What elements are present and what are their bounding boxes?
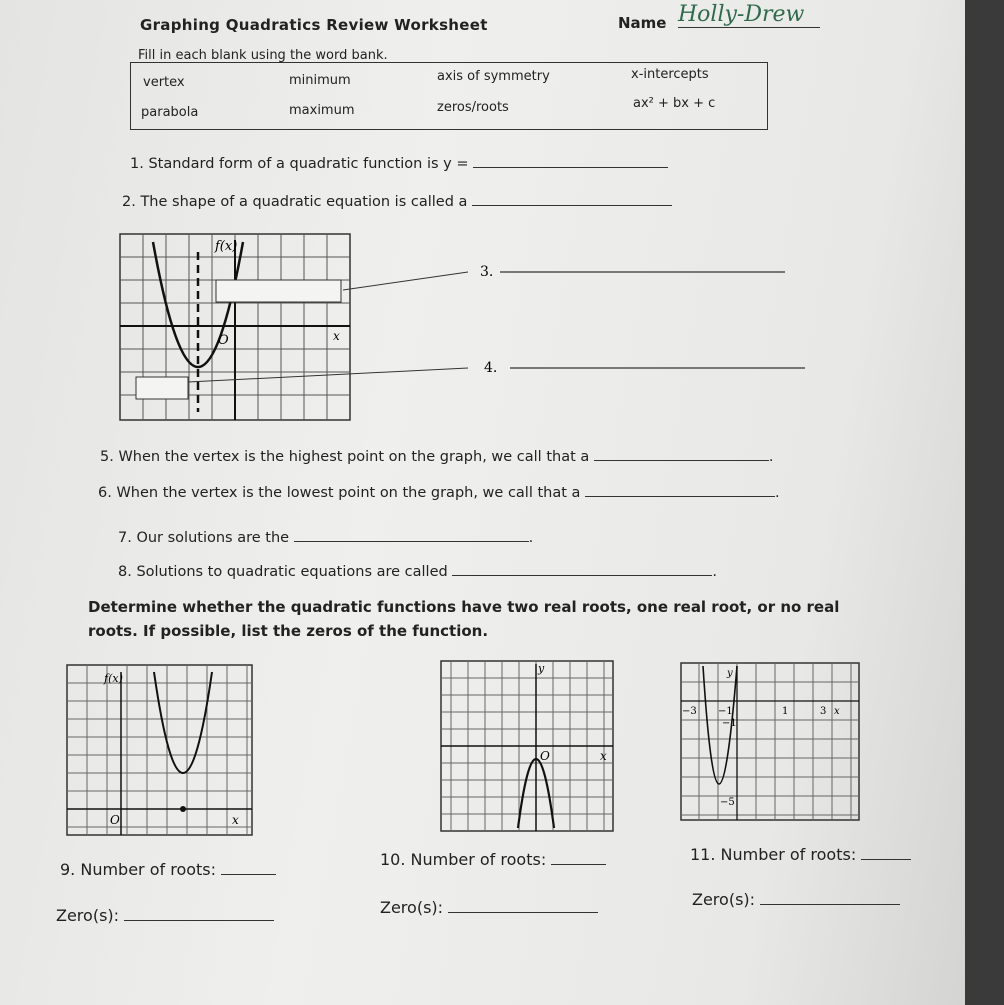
question-8: 8. Solutions to quadratic equations are called . xyxy=(118,564,717,580)
graph11-tick-3: 3 xyxy=(820,706,827,717)
word-x-intercepts: x-intercepts xyxy=(631,67,709,82)
q10-text: 10. Number of roots: xyxy=(380,850,547,869)
word-bank xyxy=(130,62,768,130)
graph11-tick-neg3: −3 xyxy=(682,706,697,717)
word-maximum: maximum xyxy=(289,103,355,118)
graph9-origin: O xyxy=(110,813,120,827)
graph11-y-label: y xyxy=(727,668,733,679)
zeros10-text: Zero(s): xyxy=(380,898,444,917)
question-2 xyxy=(122,194,672,210)
word-axis-of-symmetry: axis of symmetry xyxy=(437,69,550,84)
q5-text: 5. When the vertex is the highest point on the graph, we call that a xyxy=(100,449,590,465)
graph-11 xyxy=(680,662,860,822)
q9-text: 9. Number of roots: xyxy=(60,860,217,879)
word-vertex: vertex xyxy=(143,75,185,90)
q1-blank[interactable] xyxy=(473,167,668,168)
graph11-tick-neg5: −5 xyxy=(720,797,735,808)
answer-9-roots xyxy=(60,860,276,879)
origin-label: O xyxy=(218,333,229,348)
name-handwritten: Holly-Drew xyxy=(678,2,820,28)
fx-label: f(x) xyxy=(215,239,238,254)
question-5: 5. When the vertex is the highest point on the graph, we call that a . xyxy=(100,449,774,465)
graph-9 xyxy=(66,664,254,836)
q3-label: 3. xyxy=(480,264,494,280)
q6-blank[interactable] xyxy=(585,496,775,497)
graph10-origin: O xyxy=(540,749,550,763)
graph9-fx-label: f(x) xyxy=(104,672,123,685)
word-zeros-roots: zeros/roots xyxy=(437,100,509,115)
name-label: Name xyxy=(618,14,667,32)
answer-10-zeros xyxy=(380,898,598,917)
q8-text: 8. Solutions to quadratic equations are called xyxy=(118,564,448,580)
zeros9-blank[interactable] xyxy=(124,920,274,921)
word-minimum: minimum xyxy=(289,73,351,88)
worksheet-title: Graphing Quadratics Review Worksheet xyxy=(140,16,488,34)
answer-11-roots xyxy=(690,845,911,864)
q4-label: 4. xyxy=(484,360,498,376)
section-2-instructions: Determine whether the quadratic functions have two real roots, one real root, or no real roots. If possible, list the zeros of the function. xyxy=(88,598,840,640)
graph10-x-label: x xyxy=(600,749,607,763)
q5-blank[interactable] xyxy=(594,460,769,461)
q6-text: 6. When the vertex is the lowest point on the graph, we call that a xyxy=(98,485,581,501)
q2-text: 2. The shape of a quadratic equation is called a xyxy=(122,194,468,210)
q7-text: 7. Our solutions are the xyxy=(118,530,290,546)
graph11-tick-y-neg1: −1 xyxy=(722,718,737,729)
q9-blank[interactable] xyxy=(221,874,276,875)
zeros11-text: Zero(s): xyxy=(692,890,756,909)
zeros9-text: Zero(s): xyxy=(56,906,120,925)
word-standard-form: ax² + bx + c xyxy=(633,96,716,111)
zeros11-blank[interactable] xyxy=(760,904,900,905)
word-parabola: parabola xyxy=(141,105,199,120)
graph11-tick-1: 1 xyxy=(782,706,789,717)
q2-blank[interactable] xyxy=(472,205,672,206)
q10-blank[interactable] xyxy=(551,864,606,865)
vertex-axis-diagram xyxy=(118,232,818,422)
x-label: x xyxy=(333,329,340,343)
graph9-x-label: x xyxy=(232,813,239,827)
answer-10-roots xyxy=(380,850,606,869)
graph11-x-label: x xyxy=(834,706,840,717)
q11-text: 11. Number of roots: xyxy=(690,845,857,864)
question-1 xyxy=(130,156,668,172)
instructions: Fill in each blank using the word bank. xyxy=(138,48,388,63)
graph-10 xyxy=(440,660,615,832)
answer-9-zeros xyxy=(56,906,274,925)
zeros10-blank[interactable] xyxy=(448,912,598,913)
q8-blank[interactable] xyxy=(452,575,712,576)
q11-blank[interactable] xyxy=(861,859,911,860)
q1-text: 1. Standard form of a quadratic function is y = xyxy=(130,156,469,172)
q7-blank[interactable] xyxy=(294,541,529,542)
question-7: 7. Our solutions are the . xyxy=(118,530,534,546)
graph11-tick-neg1: −1 xyxy=(718,706,733,717)
question-6: 6. When the vertex is the lowest point on the graph, we call that a . xyxy=(98,485,780,501)
graph10-y-label: y xyxy=(538,662,545,675)
answer-11-zeros xyxy=(692,890,900,909)
